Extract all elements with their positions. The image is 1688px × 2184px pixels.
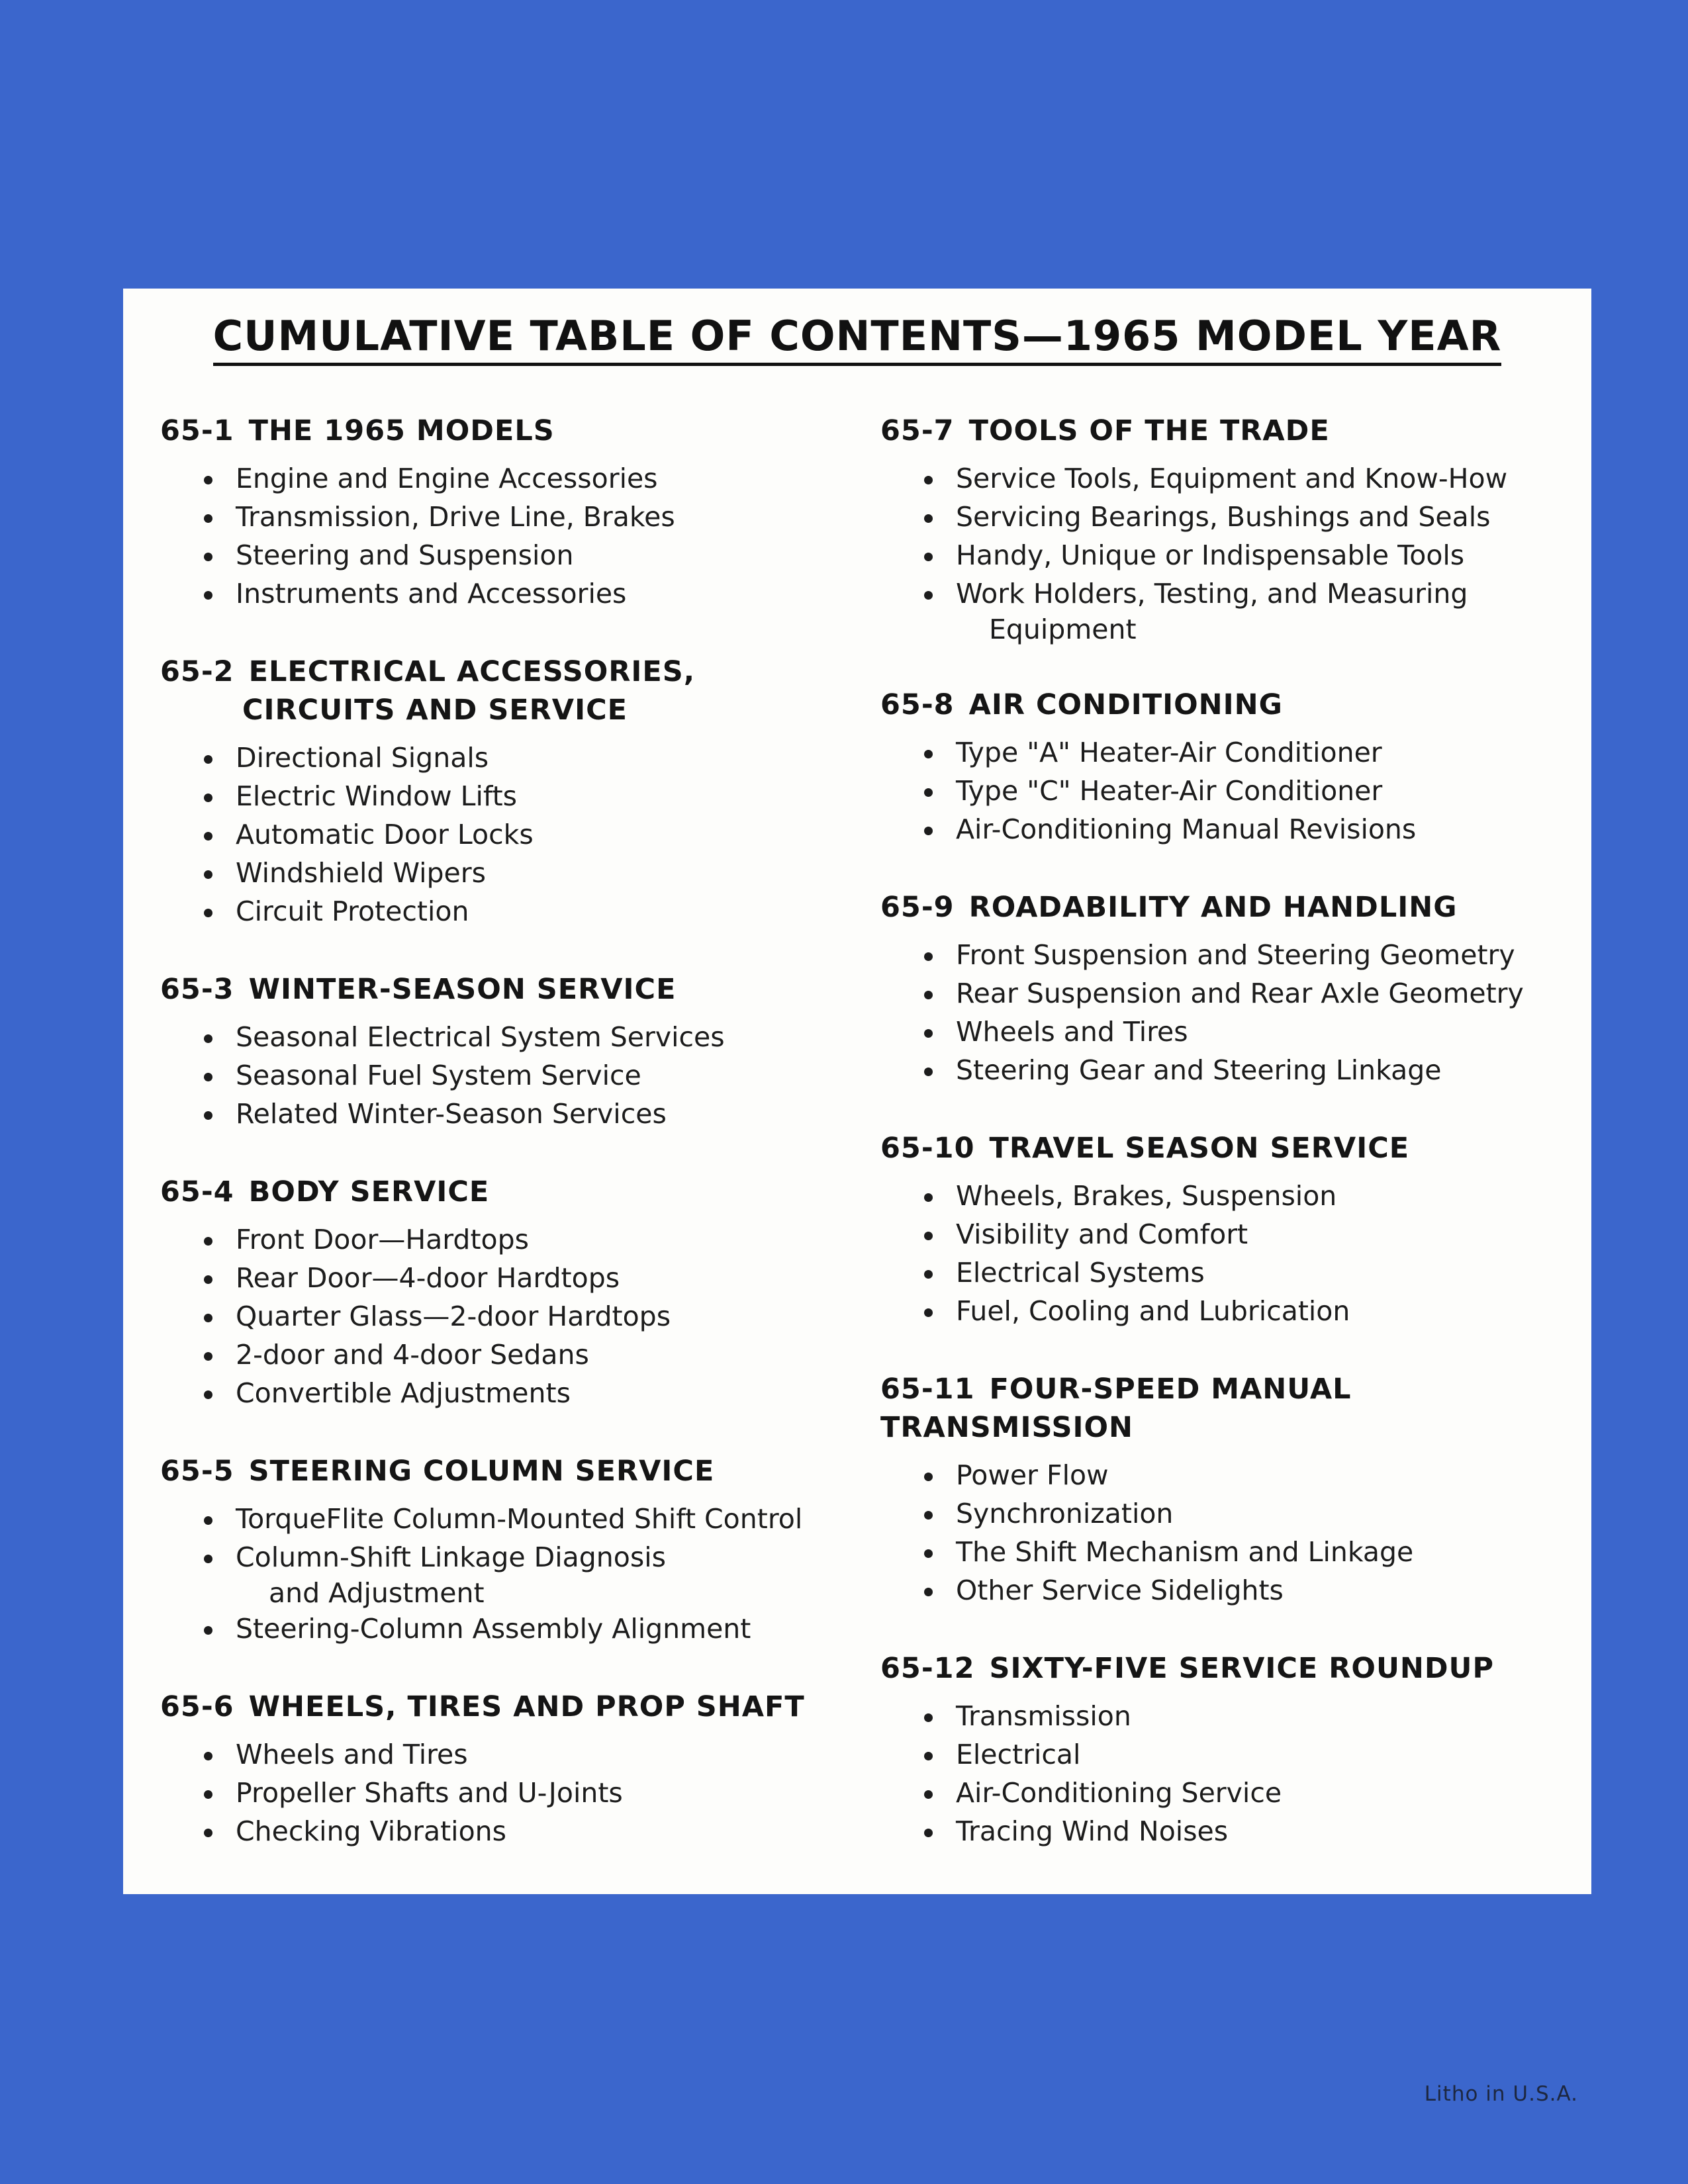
topic-list [160, 1220, 849, 1412]
list-item-text: Other Service Sidelights [956, 1574, 1284, 1606]
list-item-text: Electric Window Lifts [236, 780, 518, 812]
section-title-line2: CIRCUITS AND SERVICE [242, 694, 628, 727]
list-item-text: 2-door and 4-door Sedans [236, 1339, 589, 1371]
topic-list [160, 1735, 849, 1850]
list-item-text: Handy, Unique or Indispensable Tools [956, 539, 1465, 571]
list-item-text: Circuit Protection [236, 895, 469, 927]
list-item [923, 459, 1569, 498]
topic-list [880, 936, 1569, 1089]
list-item-text: Wheels and Tires [956, 1016, 1188, 1048]
section [160, 1173, 849, 1412]
list-item [203, 815, 849, 854]
list-item-text: Front Door—Hardtops [236, 1224, 529, 1255]
section-number: 65-6 [160, 1690, 234, 1723]
right-column [880, 412, 1569, 1890]
topic-list [160, 1500, 849, 1648]
contents-panel [123, 289, 1591, 1894]
section-number: 65-1 [160, 414, 234, 447]
section [880, 1370, 1569, 1610]
section-title: AIR CONDITIONING [968, 688, 1283, 721]
list-item-continuation: Equipment [989, 614, 1137, 645]
list-item [923, 936, 1569, 974]
section-heading [160, 653, 849, 729]
list-item-text: Steering Gear and Steering Linkage [956, 1054, 1442, 1086]
section [880, 1649, 1569, 1850]
section [880, 888, 1569, 1089]
section-number: 65-4 [160, 1175, 234, 1208]
section-heading [880, 1129, 1569, 1167]
list-item-text: Power Flow [956, 1459, 1109, 1491]
list-item [923, 1215, 1569, 1253]
list-item-text: Instruments and Accessories [236, 578, 627, 610]
list-item-text: Steering and Suspension [236, 539, 574, 571]
list-item-text: Directional Signals [236, 742, 489, 774]
section-number: 65-10 [880, 1132, 975, 1165]
list-item [923, 1571, 1569, 1610]
printer-credit: Litho in U.S.A. [1424, 2082, 1578, 2106]
section-heading [160, 1173, 849, 1211]
section-number: 65-11 [880, 1373, 975, 1406]
list-item [203, 1095, 849, 1133]
left-column [160, 412, 849, 1890]
list-item-text: Convertible Adjustments [236, 1377, 571, 1409]
section-heading [880, 412, 1569, 450]
section-heading [160, 412, 849, 450]
list-item [203, 1259, 849, 1297]
list-item-text: Rear Door—4-door Hardtops [236, 1262, 620, 1294]
list-item [923, 1013, 1569, 1051]
section-title: TRAVEL SEASON SERVICE [989, 1132, 1410, 1165]
list-item [203, 1056, 849, 1095]
section-title: TOOLS OF THE TRADE [968, 414, 1330, 447]
list-item [923, 974, 1569, 1013]
section [880, 1129, 1569, 1330]
list-item-text: Quarter Glass—2-door Hardtops [236, 1300, 671, 1332]
list-item [923, 1697, 1569, 1735]
list-item-text: Type "A" Heater-Air Conditioner [956, 737, 1382, 768]
section-title: SIXTY-FIVE SERVICE ROUNDUP [989, 1652, 1494, 1685]
list-item-text: Windshield Wipers [236, 857, 486, 889]
section-title: FOUR-SPEED MANUAL TRANSMISSION [880, 1373, 1352, 1444]
list-item-text: Automatic Door Locks [236, 819, 534, 850]
list-item [203, 1374, 849, 1412]
list-item-text: Related Winter-Season Services [236, 1098, 667, 1130]
list-item [923, 1456, 1569, 1494]
list-item [923, 1292, 1569, 1330]
section [160, 1688, 849, 1850]
list-item [203, 854, 849, 892]
list-item [923, 574, 1569, 646]
list-item [923, 1812, 1569, 1850]
list-item-text: Seasonal Electrical System Services [236, 1021, 725, 1053]
section-number: 65-9 [880, 891, 955, 924]
list-item [923, 498, 1569, 536]
list-item [923, 1051, 1569, 1089]
topic-list [880, 1697, 1569, 1850]
section-heading [880, 686, 1569, 724]
topic-list [160, 739, 849, 931]
list-item-text: TorqueFlite Column-Mounted Shift Control [236, 1503, 803, 1535]
list-item [923, 810, 1569, 848]
section [160, 412, 849, 613]
list-item [203, 1812, 849, 1850]
list-item-text: Front Suspension and Steering Geometry [956, 939, 1515, 971]
list-item-text: Propeller Shafts and U-Joints [236, 1777, 623, 1809]
list-item [203, 892, 849, 931]
list-item-text: Transmission, Drive Line, Brakes [236, 501, 675, 533]
list-item [203, 574, 849, 613]
section [160, 653, 849, 931]
page-title: CUMULATIVE TABLE OF CONTENTS—1965 MODEL YEAR [213, 314, 1502, 366]
list-item [923, 733, 1569, 772]
list-item [203, 498, 849, 536]
list-item [203, 777, 849, 815]
list-item-text: Tracing Wind Noises [956, 1815, 1229, 1847]
section-title: WINTER-SEASON SERVICE [248, 973, 677, 1006]
list-item-text: Engine and Engine Accessories [236, 463, 658, 494]
list-item [203, 459, 849, 498]
topic-list [160, 459, 849, 613]
section [880, 686, 1569, 848]
list-item-text: Electrical Systems [956, 1257, 1205, 1289]
list-item [203, 1297, 849, 1336]
list-item [923, 1177, 1569, 1215]
topic-list [880, 733, 1569, 848]
list-item-text: Service Tools, Equipment and Know-How [956, 463, 1508, 494]
list-item [203, 1774, 849, 1812]
section-title: WHEELS, TIRES AND PROP SHAFT [248, 1690, 805, 1723]
list-item [923, 1533, 1569, 1571]
list-item-text: Air-Conditioning Service [956, 1777, 1282, 1809]
list-item-text: Servicing Bearings, Bushings and Seals [956, 501, 1491, 533]
section-title: THE 1965 MODELS [248, 414, 555, 447]
list-item [203, 1018, 849, 1056]
section-heading [880, 1370, 1569, 1447]
section-heading [160, 970, 849, 1009]
list-item [203, 1336, 849, 1374]
section-heading [160, 1452, 849, 1490]
section-number: 65-8 [880, 688, 955, 721]
topic-list [880, 459, 1569, 646]
section-heading [880, 888, 1569, 927]
topic-list [880, 1177, 1569, 1330]
section [160, 970, 849, 1133]
list-item-text: Transmission [956, 1700, 1131, 1732]
list-item-text: Electrical [956, 1739, 1081, 1770]
list-item-text: The Shift Mechanism and Linkage [956, 1536, 1414, 1568]
section-number: 65-7 [880, 414, 955, 447]
list-item [203, 536, 849, 574]
list-item-text: Visibility and Comfort [956, 1218, 1248, 1250]
list-item-text: Type "C" Heater-Air Conditioner [956, 775, 1383, 807]
topic-list [880, 1456, 1569, 1610]
list-item [203, 1735, 849, 1774]
topic-list [160, 1018, 849, 1133]
list-item [923, 536, 1569, 574]
list-item-text: Steering-Column Assembly Alignment [236, 1613, 751, 1645]
section-title: ROADABILITY AND HANDLING [968, 891, 1458, 924]
list-item-text: Fuel, Cooling and Lubrication [956, 1295, 1350, 1327]
section [160, 1452, 849, 1648]
list-item [923, 1253, 1569, 1292]
section-title: BODY SERVICE [248, 1175, 490, 1208]
section-number: 65-3 [160, 973, 234, 1006]
list-item [203, 739, 849, 777]
list-item-text: Column-Shift Linkage Diagnosis [236, 1541, 666, 1573]
section-heading [880, 1649, 1569, 1688]
list-item [923, 1735, 1569, 1774]
section-number: 65-2 [160, 655, 234, 688]
list-item [203, 1220, 849, 1259]
list-item-text: Wheels and Tires [236, 1739, 468, 1770]
section [880, 412, 1569, 646]
list-item [923, 1774, 1569, 1812]
section-number: 65-5 [160, 1455, 234, 1488]
list-item [923, 772, 1569, 810]
section-number: 65-12 [880, 1652, 975, 1685]
list-item [923, 1494, 1569, 1533]
list-item-text: Work Holders, Testing, and Measuring [956, 578, 1468, 610]
list-item-text: Air-Conditioning Manual Revisions [956, 813, 1417, 845]
list-item [203, 1610, 849, 1648]
list-item [203, 1500, 849, 1538]
list-item-text: Rear Suspension and Rear Axle Geometry [956, 978, 1524, 1009]
section-heading [160, 1688, 849, 1726]
list-item [203, 1538, 849, 1610]
list-item-text: Synchronization [956, 1498, 1174, 1529]
page-title-wrapper [123, 314, 1591, 366]
section-title: STEERING COLUMN SERVICE [248, 1455, 715, 1488]
list-item-continuation: and Adjustment [269, 1577, 485, 1609]
list-item-text: Seasonal Fuel System Service [236, 1060, 641, 1091]
list-item-text: Wheels, Brakes, Suspension [956, 1180, 1337, 1212]
section-title: ELECTRICAL ACCESSORIES, [248, 655, 696, 688]
list-item-text: Checking Vibrations [236, 1815, 506, 1847]
